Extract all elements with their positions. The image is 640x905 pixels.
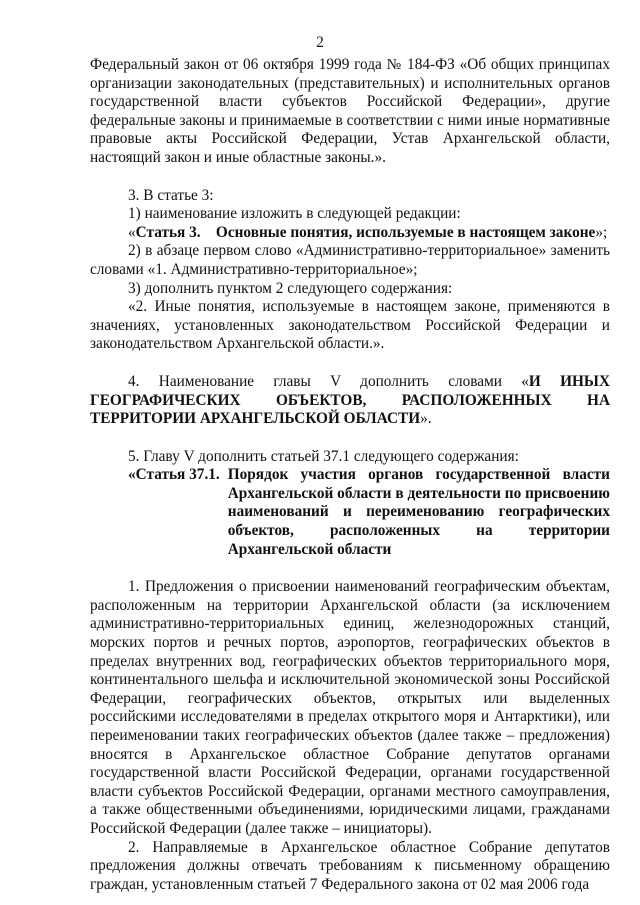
item-3-subitem-1: 1) наименование изложить в следующей редакции:	[128, 205, 461, 223]
quote-close: »;	[595, 223, 608, 241]
item-5-heading: 5. Главу V дополнить статьей 37.1 следующего содержания:	[128, 447, 519, 465]
article-37-1-label: «Статья 37.1.	[128, 466, 220, 484]
paragraph-federal-law: Федеральный закон от 06 октября 1999 года № 184-ФЗ «Об общих принципах организации законодательных (представительных) и исполнительных органов государственной власти субъектов Российской Федерации», другие федеральные законы и принимаемые в соответствии с ними иные нормативные правовые акты Российской Федерации, Устав Архангельской области, настоящий закон и иные областные законы.».	[90, 56, 610, 166]
article-37-1-heading	[90, 466, 610, 559]
item-4-prefix: 4. Наименование главы V дополнить словами «	[128, 372, 529, 390]
document-body	[90, 56, 610, 894]
page-number: 2	[316, 34, 324, 51]
item-4-suffix: ».	[420, 410, 432, 428]
item-3-subitem-3: 3) дополнить пунктом 2 следующего содержания:	[128, 279, 453, 297]
item-3-article-title-line	[90, 224, 610, 243]
article-37-1-title: Порядок участия органов государственной власти Архангельской области в деятельности по присвоению наименований и переименованию географических объектов, расположенных на территории Архангельской области	[227, 466, 610, 558]
article-37-1-point-2: 2. Направляемые в Архангельское областное Собрание депутатов предложения должны отвечать требованиям к письменному обращению граждан, установленным статьей 7 Федерального закона от 02 мая 2006 года	[90, 838, 610, 893]
quote-open: «	[128, 223, 136, 241]
item-3-heading: 3. В статье 3:	[128, 186, 214, 204]
item-4-bold-words: И ИНЫХ ГЕОГРАФИЧЕСКИХ ОБЪЕКТОВ, РАСПОЛОЖЕННЫХ НА ТЕРРИТОРИИ АРХАНГЕЛЬСКОЙ ОБЛАСТИ	[90, 372, 610, 428]
article-37-1-point-1: 1. Предложения о присвоении наименований географическим объектам, расположенным на территории Архангельской области (за исключением административно-территориальных единиц, железнодорожных станций, морских портов и речных портов, аэропортов, географических объектов в пределах внутренних вод, географических объектов территориального моря, континентального шельфа и исключительной экономической зоны Российской Федерации, географических объектов, открытых или выделенных российскими исследователями в пределах открытого моря и Антарктики), или переименовании таких географических объектов (далее также – предложения) вносятся в Архангельское областное Собрание депутатов органами государственной власти Российской Федерации, органами государственной власти субъектов Российской Федерации, органами местного самоуправления, а также общественными объединениями, юридическими лицами, гражданами Российской Федерации (далее также – инициаторы).	[90, 578, 610, 837]
item-3-point-2: «2. Иные понятия, используемые в настоящем законе, применяются в значениях, установленных законодательством Российской Федерации и законодательством Архангельской области.».	[90, 298, 610, 353]
item-4-paragraph	[90, 373, 610, 429]
item-3-subitem-2: 2) в абзаце первом слово «Административно-территориальное» заменить словами «1. Административно-территориальное»;	[90, 242, 610, 278]
article-3-title: Статья 3. Основные понятия, используемые в настоящем законе	[135, 223, 596, 241]
